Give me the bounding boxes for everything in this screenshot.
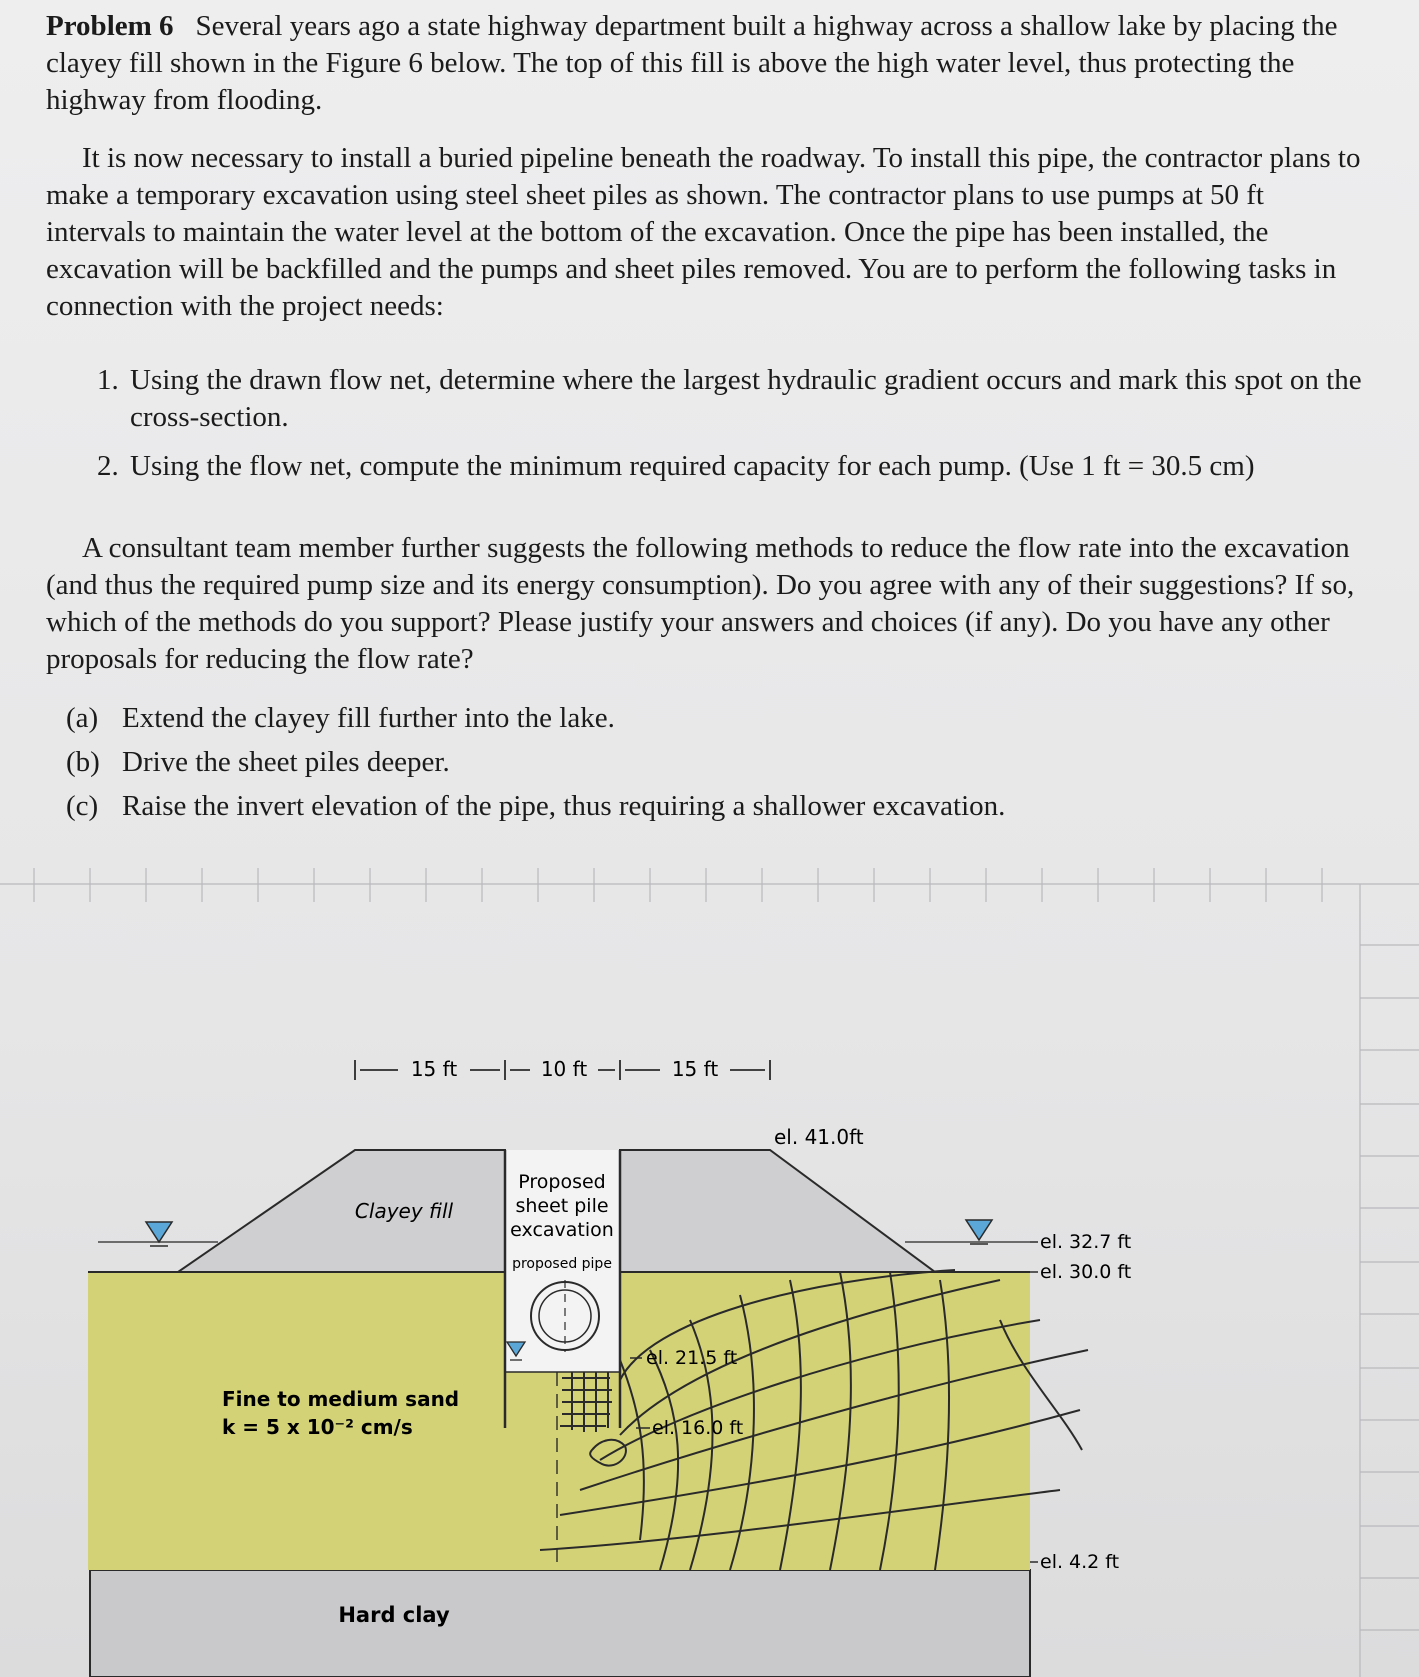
- clayey-fill-label: Clayey fill: [354, 1199, 454, 1223]
- hard-clay-label: Hard clay: [338, 1603, 450, 1627]
- dim-label: 15 ft: [410, 1057, 458, 1081]
- task-item: 2. Using the flow net, compute the minimum required capacity for each pump. (Use 1 ft = 30.5 cm): [126, 448, 1416, 485]
- elevation-water: el. 32.7 ft: [1040, 1231, 1132, 1253]
- sand-permeability: k = 5 x 10⁻² cm/s: [222, 1415, 413, 1439]
- pipe-label: proposed pipe: [512, 1256, 612, 1272]
- elevation-pile-tip: el. 16.0 ft: [652, 1417, 744, 1439]
- elevation-ground: el. 30.0 ft: [1040, 1261, 1132, 1283]
- intro-text: Several years ago a state highway department built a highway across a shallow lake by placing the clayey fill shown in the Figure 6 below. The top of this fill is above the high water level, thus protecting the highway from flooding.: [46, 10, 1338, 116]
- excavation-label: Proposed: [518, 1171, 606, 1193]
- hard-clay-layer: [90, 1570, 1030, 1677]
- elevation-hard-clay: el. 4.2 ft: [1040, 1551, 1120, 1573]
- elevation-excavation-bottom: el. 21.5 ft: [646, 1347, 738, 1369]
- sand-label: Fine to medium sand: [222, 1387, 460, 1411]
- task-list: [80, 362, 1416, 497]
- method-text: Drive the sheet piles deeper.: [122, 746, 450, 778]
- excavation-label: excavation: [510, 1219, 614, 1241]
- method-text: Raise the invert elevation of the pipe, thus requiring a shallower excavation.: [122, 790, 1006, 822]
- method-item: [66, 696, 1005, 740]
- water-level-icon: [966, 1220, 992, 1244]
- excavation-label: sheet pile: [515, 1195, 609, 1217]
- elevation-top-fill: el. 41.0ft: [774, 1125, 864, 1149]
- method-label: (b): [66, 746, 100, 778]
- problem-intro: [46, 8, 1366, 119]
- clayey-fill-left: [178, 1150, 505, 1272]
- method-item: [66, 784, 1005, 828]
- consultant-paragraph: A consultant team member further suggests the following methods to reduce the flow rate into the excavation (and thus the required pump size and its energy consumption). Do you agree with any of their suggestions? If so, which of the methods do you support? Please justify your answers and choices (if any). Do you have any other proposals for reducing the flow rate?: [46, 532, 1355, 675]
- method-item: [66, 740, 1005, 784]
- clayey-fill-right: [620, 1150, 935, 1272]
- problem-label: Problem 6: [46, 10, 174, 42]
- cross-section-figure: [0, 850, 1419, 1677]
- dim-label: 15 ft: [671, 1057, 719, 1081]
- method-list: [66, 696, 1005, 828]
- method-text: Extend the clayey fill further into the lake.: [122, 702, 615, 734]
- method-label: (a): [66, 702, 99, 734]
- method-label: (c): [66, 790, 99, 822]
- context-paragraph: It is now necessary to install a buried pipeline beneath the roadway. To install this pipe, the contractor plans to make a temporary excavation using steel sheet piles as shown. The contractor plans to use pumps at 50 ft intervals to maintain the water level at the bottom of the excavation. Once the pipe has been installed, the excavation will be backfilled and the pumps and sheet piles removed. You are to perform the following tasks in connection with the project needs:: [46, 142, 1361, 322]
- dim-label: 10 ft: [540, 1057, 588, 1081]
- task-item: 1. Using the drawn flow net, determine where the largest hydraulic gradient occurs and mark this spot on the cross-section.: [126, 362, 1416, 436]
